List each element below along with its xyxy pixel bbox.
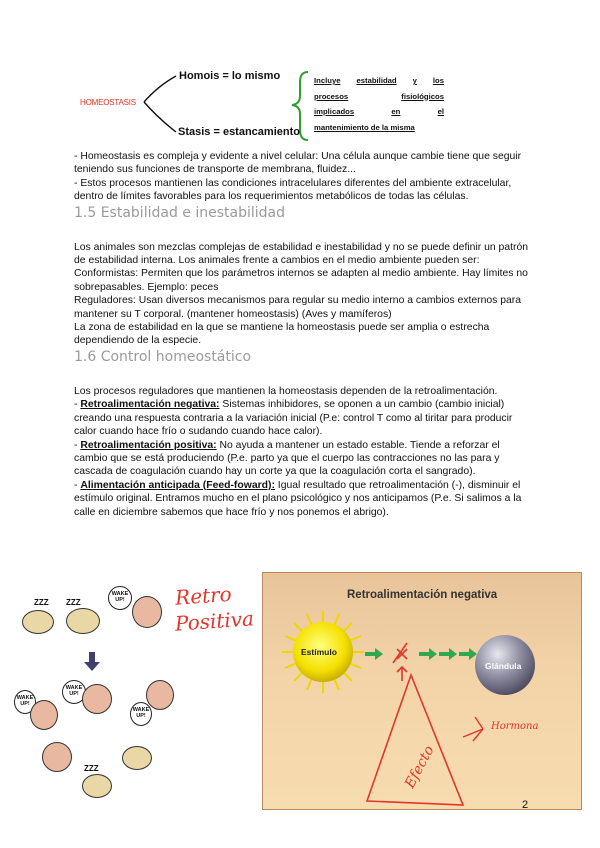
- stability-paragraph-zone: La zona de estabilidad en la que se mantiene la homeostasis puede ser amplia o estrecha dependiendo de la especie.: [74, 322, 490, 347]
- intro-paragraph-1: - Homeostasis es compleja y evidente a nivel celular: Una célula aunque cambie tiene que seguir teniendo sus funciones de transporte de membrana, fluidez...: [74, 151, 522, 176]
- figure-title: Retroalimentación negativa: [347, 589, 498, 601]
- hormone-arrow: [463, 717, 483, 741]
- zz-icon-1: ZZZ: [34, 598, 49, 607]
- sleeper-2: [66, 608, 100, 634]
- sun-label: Estímulo: [301, 647, 337, 657]
- sphere-label: Glándula: [485, 661, 522, 671]
- sleeper-1: [22, 610, 54, 634]
- awake-person-4: [146, 680, 174, 710]
- stability-paragraph-conformistas: Conformistas: Permiten que los parámetros internos se adapten al medio ambiente. Hay límites no sobrepasables. Ejemplo: peces: [74, 268, 528, 293]
- intro-paragraph-2: - Estos procesos mantienen las condiciones intracelulares diferentes del ambiente extracelular, dentro de límites favorables para los requerimientos metabólicos de todas las células.: [74, 177, 512, 203]
- feedforward-paragraph: - Alimentación anticipada (Feed-foward): Igual resultado que retroalimentación (-), disminuir el estímulo original. Entramos mucho en el plano psicológico y nos anticipamos (P.e. Si salimos a la calle en diciembre sabemos que hace frío y nos ponemos el abrigo).: [74, 479, 522, 518]
- wake-bubble-4: WAKE UP!: [130, 702, 152, 726]
- definition-line-3: implicados en el: [314, 107, 444, 116]
- zz-icon-3: ZZZ: [84, 764, 99, 773]
- handwritten-hormone: Hormona: [491, 721, 539, 732]
- awake-person-1: [132, 596, 162, 628]
- stability-paragraph-1: Los animales son mezclas complejas de estabilidad e inestabilidad y no se puede definir un patrón de estabilidad interna. Los animales frente a cambios en el medio ambiente pueden ser:: [74, 241, 529, 267]
- awake-person-2: [30, 700, 58, 730]
- positive-feedback-term: Retroalimentación positiva:: [80, 439, 217, 451]
- definition-line-1: Incluye estabilidad y los: [314, 76, 444, 85]
- section-heading-stability: 1.5 Estabilidad e inestabilidad: [74, 204, 285, 221]
- wake-bubble-3: WAKE UP!: [62, 680, 86, 704]
- diagram-definition: [314, 73, 444, 135]
- feedforward-term: Alimentación anticipada (Feed-foward):: [80, 479, 275, 491]
- definition-line-4: mantenimiento de la misma: [314, 122, 415, 132]
- homeostasis-diagram: [76, 68, 466, 144]
- control-paragraph-intro: Los procesos reguladores que mantienen la homeostasis dependen de la retroalimentación.: [74, 385, 498, 397]
- zz-icon-2: ZZZ: [66, 598, 81, 607]
- sleeper-3: [82, 774, 112, 798]
- wake-bubble-2: WAKE UP!: [14, 690, 36, 714]
- down-arrow-icon: [84, 652, 100, 672]
- handwritten-effect: Efecto: [402, 743, 438, 791]
- inhibition-icon: [393, 643, 407, 681]
- awake-person-3: [82, 684, 112, 714]
- positive-feedback-cartoon: [8, 580, 258, 822]
- negative-feedback-paragraph: - Retroalimentación negativa: Sistemas inhibidores, se oponen a un cambio (cambio inicial) creando una respuesta contraria a la variación inicial (P.e: control T como al tiritar para producir calor cuando hace frío o sudando cuando hace calor).: [74, 399, 513, 438]
- negative-feedback-figure: [262, 572, 582, 810]
- awake-person-5: [42, 742, 72, 772]
- handwritten-retro-positiva: Retro Positiva: [174, 581, 255, 636]
- positive-feedback-paragraph: - Retroalimentación positiva: No ayuda a mantener un estado estable. Tiende a reforzar el cambio que se está produciendo (P.e. parto ya que el cuerpo las contracciones no las para y cascada de coagulación cuando hay un corte ya que la coagulación corta el sangrado).: [74, 439, 500, 478]
- sleeper-4: [122, 746, 152, 770]
- wake-bubble-1: WAKE UP!: [108, 586, 132, 610]
- diagram-bottom-label: Stasis = estancamiento: [178, 126, 300, 138]
- stability-paragraph-reguladores: Reguladores: Usan diversos mecanismos para regular su medio interno a cambios externos para mantener su T corporal. (mantener homeostasis) (Aves y mamíferos): [74, 295, 522, 320]
- diagram-top-label: Homois = lo mismo: [179, 70, 281, 82]
- section-heading-control: 1.6 Control homeostático: [74, 348, 252, 365]
- green-arrows-icon: [365, 648, 477, 660]
- definition-line-2: procesos fisiológicos: [314, 91, 444, 101]
- document-body: [74, 150, 528, 519]
- page-number: 2: [522, 799, 529, 811]
- negative-feedback-term: Retroalimentación negativa:: [80, 399, 220, 411]
- diagram-center-label: HOMEOSTASIS: [80, 98, 136, 107]
